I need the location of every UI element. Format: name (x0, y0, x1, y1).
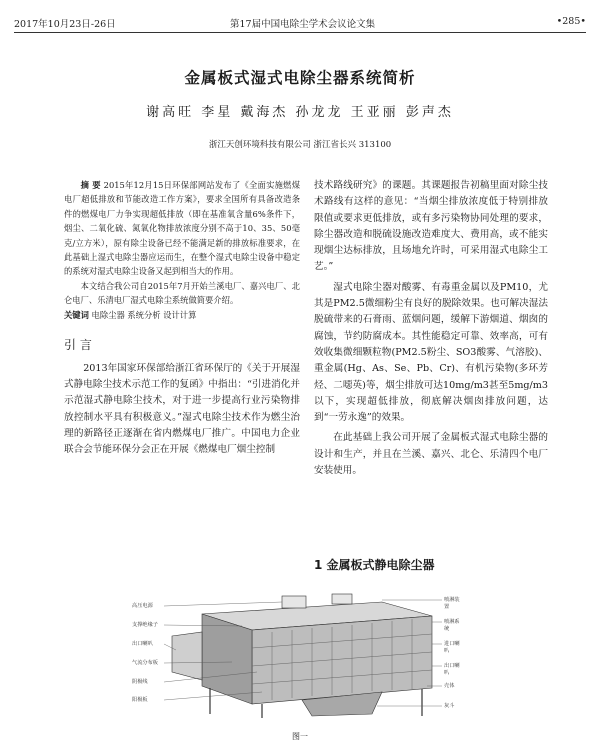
esp-diagram-svg (132, 592, 462, 720)
header-date: 2017年10月23日-26日 (14, 19, 116, 30)
paper-affiliation: 浙江天创环境科技有限公司 浙江省长兴 313100 (208, 140, 392, 150)
fig-label-gas-plate: 气流分布板 (132, 660, 158, 666)
abstract-paragraph-1 (64, 178, 300, 279)
fig-label-hv-power: 高压电源 (132, 603, 153, 609)
intro-body (64, 361, 300, 459)
intro-paragraph-1: 2013年国家环保部给浙江省环保厅的《关于开展湿式静电除尘技术示范工作的复函》中指出：“引进消化并示范湿式静电除尘技术，对于进一步提高行业污染物排放控制水平具有积极意义。”湿式电除尘技术作为燃尘治理的新路径正逐渐在省内燃煤电厂推广。中国电力企业联合会节能环保分会正在开展《燃煤电厂烟尘控制 (64, 362, 300, 456)
fig-label-spray-system: 喷淋系统 (444, 619, 460, 632)
right-column (314, 178, 548, 479)
right-body (314, 178, 548, 479)
keywords (64, 308, 300, 322)
keywords-text: 电除尘器 系统分析 设计计算 (91, 309, 197, 320)
header-conference: 第17届中国电除尘学术会议论文集 (230, 19, 376, 30)
running-header (14, 14, 586, 33)
right-paragraph-3: 在此基础上我公司开展了金属板式湿式电除尘器的设计和生产，并且在兰溪、嘉兴、北仑、乐清四个电厂安装使用。 (314, 432, 548, 477)
abstract-label: 摘 要 (80, 180, 101, 190)
fig-label-outlet-right: 出口喇叭 (444, 663, 460, 676)
fig-label-outlet-left: 出口喇叭 (132, 641, 153, 647)
paper-title: 金属板式湿式电除尘器系统简析 (184, 69, 416, 87)
fig-label-inlet: 进口喇叭 (444, 641, 460, 654)
fig-label-cathode: 阴极线 (132, 679, 148, 685)
abstract (64, 178, 300, 308)
section-1-heading: 1 金属板式静电除尘器 (314, 558, 435, 572)
fig-label-insulator: 支撑绝缘子 (132, 622, 158, 628)
paper-authors: 谢高旺 李星 戴海杰 孙龙龙 王亚丽 彭声杰 (146, 105, 454, 120)
fig-label-shell: 壳体 (444, 683, 455, 689)
housing-front (252, 616, 432, 704)
right-paragraph-2: 湿式电除尘器对酸雾、有毒重金属以及PM10，尤其是PM2.5微细粉尘有良好的脱除效果。也可解决湿法脱硫带来的石膏雨、蓝烟问题，缓解下游烟道、烟囱的腐蚀，节约防腐成本。其性能稳定可靠、效率高，可有效收集微细颗粒物(PM2.5粉尘、SO3酸雾、气溶胶)、重金属(Hg、As、Se、Pb、Cr)、有机污染物(多环芳烃、二噁英)等，烟尘排放可达10mg/m3甚至5mg/m3以下，实现超低排放，彻底解决烟囱排放问题，达到“一劳永逸”的效果。 (314, 281, 548, 424)
fig-label-hopper: 灰斗 (444, 703, 455, 709)
figure-caption: 图一 (292, 732, 308, 741)
figure-esp-diagram (132, 592, 462, 720)
left-column (64, 178, 300, 458)
abstract-paragraph-2: 本文结合我公司自2015年7月开始兰溪电厂、嘉兴电厂、北仑电厂、乐清电厂湿式电除尘系统做简要介绍。 (64, 280, 300, 306)
fig-label-spray: 喷淋装置 (444, 597, 460, 610)
fig-label-anode: 阳极板 (132, 697, 148, 703)
intro-heading: 引 言 (64, 337, 92, 352)
inlet-horn (172, 632, 202, 680)
abstract-text-1: 2015年12月15日环保部网站发布了《全面实施燃煤电厂超低排放和节能改造工作方案》，要求全国所有具备改造条件的燃煤电厂力争实现超低排放（即在基准氧含量6%条件下，烟尘、二氧化硫、氮氧化物排放浓度分别不高于10、35、50毫克/立方米），原有除尘设备已经不能满足新的排放标准要求，在此基础上湿式电除尘器应运而生，在整个湿式电除尘设备中稳定的系统对湿式电除尘设备又起到相当大的作用。 (64, 180, 300, 277)
keywords-label: 关键词 (64, 309, 89, 320)
header-page-number: •285• (556, 16, 586, 27)
hv-supply-box (282, 596, 306, 608)
right-paragraph-1: 技术路线研究》的课题。其课题报告初稿里面对除尘技术路线有这样的意见：“当烟尘排放浓度低于特别排放限值或要求更低排放，或有多污染物协同处理的要求，除尘器改造和脱硫设施改造难度大、费用高，或不能实现烟尘达标排放，且场地允许时，可采用湿式电除尘工艺。” (314, 180, 548, 273)
